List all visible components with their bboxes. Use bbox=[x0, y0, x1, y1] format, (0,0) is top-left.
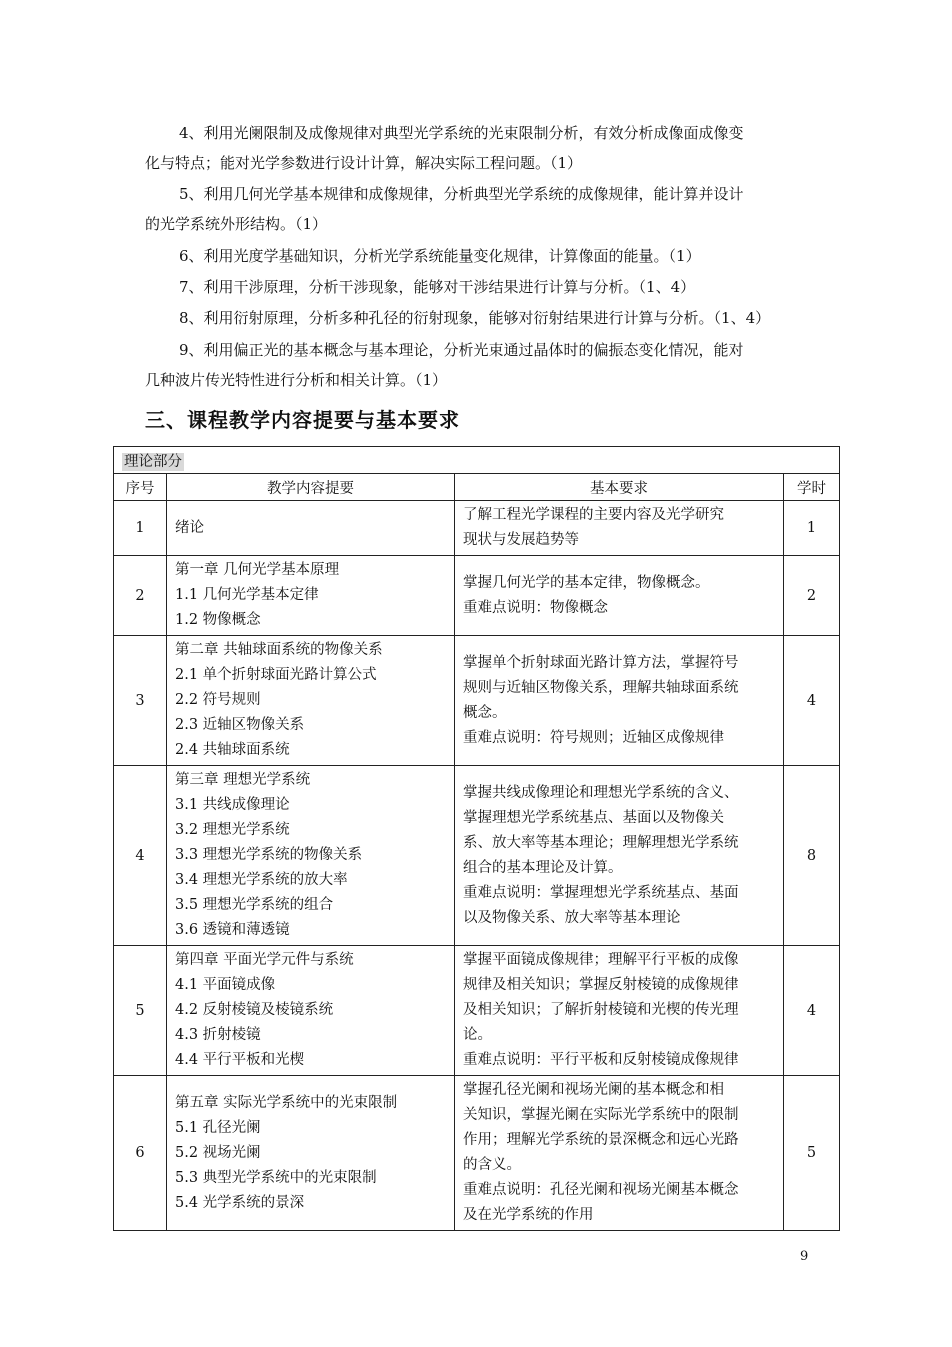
row-number: 1 bbox=[114, 501, 167, 556]
paragraph-line: 4、利用光阑限制及成像规律对典型光学系统的光束限制分析，有效分析成像面成像变 bbox=[179, 124, 744, 142]
row-number: 4 bbox=[114, 766, 167, 946]
requirement-line: 重难点说明：掌握理想光学系统基点、基面 bbox=[463, 884, 739, 901]
requirement-line: 的含义。 bbox=[463, 1157, 521, 1173]
row-number: 2 bbox=[114, 556, 167, 636]
requirement-line: 及在光学系统的作用 bbox=[463, 1207, 594, 1223]
table-row bbox=[114, 556, 840, 636]
requirement-line: 以及物像关系、放大率等基本理论 bbox=[463, 909, 681, 926]
section-row bbox=[114, 447, 840, 474]
objective-paragraph-7 bbox=[145, 272, 810, 302]
requirement-line: 规则与近轴区物像关系，理解共轴球面系统 bbox=[463, 679, 739, 696]
paragraph-line: 7、利用干涉原理，分析干涉现象，能够对干涉结果进行计算与分析。（1、4） bbox=[179, 278, 696, 296]
row-number: 5 bbox=[114, 946, 167, 1076]
topic-line: 5.1 孔径光阑 bbox=[175, 1119, 261, 1136]
hours-cell: 2 bbox=[784, 556, 840, 636]
header-content: 教学内容提要 bbox=[167, 474, 455, 501]
requirement-line: 重难点说明：符号规则；近轴区成像规律 bbox=[463, 729, 724, 746]
topic-cell bbox=[167, 636, 455, 766]
requirement-cell bbox=[455, 946, 784, 1076]
topic-cell bbox=[167, 946, 455, 1076]
requirement-cell bbox=[455, 766, 784, 946]
topic-cell bbox=[167, 501, 455, 556]
requirement-cell bbox=[455, 636, 784, 766]
topic-line: 4.2 反射棱镜及棱镜系统 bbox=[175, 1002, 334, 1018]
requirement-line: 掌握平面镜成像规律；理解平行平板的成像 bbox=[463, 952, 739, 968]
topic-line: 3.3 理想光学系统的物像关系 bbox=[175, 847, 363, 863]
topic-line: 3.6 透镜和薄透镜 bbox=[175, 922, 290, 938]
requirement-line: 现状与发展趋势等 bbox=[463, 532, 579, 548]
paragraph-line: 8、利用衍射原理，分析多种孔径的衍射现象，能够对衍射结果进行计算与分析。（1、4） bbox=[179, 309, 771, 327]
topic-line: 第二章 共轴球面系统的物像关系 bbox=[175, 642, 383, 658]
requirement-cell bbox=[455, 501, 784, 556]
topic-line: 3.4 理想光学系统的放大率 bbox=[175, 872, 348, 888]
row-number: 6 bbox=[114, 1076, 167, 1231]
hours-cell: 4 bbox=[784, 636, 840, 766]
topic-line: 绪论 bbox=[175, 519, 204, 536]
section-label-cell bbox=[114, 447, 840, 474]
topic-line: 第五章 实际光学系统中的光束限制 bbox=[175, 1094, 398, 1111]
topic-line: 2.1 单个折射球面光路计算公式 bbox=[175, 667, 377, 683]
hours-cell: 1 bbox=[784, 501, 840, 556]
requirement-line: 掌握共线成像理论和理想光学系统的含义、 bbox=[463, 784, 739, 801]
paragraph-line: 9、利用偏正光的基本概念与基本理论，分析光束通过晶体时的偏振态变化情况，能对 bbox=[179, 341, 744, 359]
requirement-line: 掌握孔径光阑和视场光阑的基本概念和相 bbox=[463, 1082, 724, 1098]
requirement-line: 了解工程光学课程的主要内容及光学研究 bbox=[463, 507, 724, 523]
topic-line: 第四章 平面光学元件与系统 bbox=[175, 952, 354, 968]
topic-line: 2.3 近轴区物像关系 bbox=[175, 717, 305, 733]
objective-paragraph-9 bbox=[145, 335, 810, 395]
topic-line: 1.2 物像概念 bbox=[175, 612, 261, 628]
topic-line: 2.2 符号规则 bbox=[175, 692, 261, 708]
topic-line: 2.4 共轴球面系统 bbox=[175, 742, 290, 758]
requirement-cell bbox=[455, 556, 784, 636]
requirement-line: 及相关知识；了解折射棱镜和光楔的传光理 bbox=[463, 1002, 739, 1018]
hours-cell: 4 bbox=[784, 946, 840, 1076]
topic-line: 第三章 理想光学系统 bbox=[175, 772, 311, 788]
topic-line: 4.3 折射棱镜 bbox=[175, 1027, 261, 1043]
table-row bbox=[114, 636, 840, 766]
section-label: 理论部分 bbox=[124, 453, 182, 470]
topic-line: 3.1 共线成像理论 bbox=[175, 797, 290, 813]
topic-cell bbox=[167, 766, 455, 946]
row-number: 3 bbox=[114, 636, 167, 766]
table-row bbox=[114, 946, 840, 1076]
course-content-table bbox=[113, 446, 840, 1231]
page-number: 9 bbox=[800, 1249, 809, 1264]
requirement-line: 作用；理解光学系统的景深概念和远心光路 bbox=[463, 1132, 739, 1148]
table-row bbox=[114, 766, 840, 946]
header-no: 序号 bbox=[114, 474, 167, 501]
section-heading: 三、课程教学内容提要与基本要求 bbox=[145, 408, 460, 432]
topic-line: 5.4 光学系统的景深 bbox=[175, 1194, 305, 1211]
requirement-line: 掌握单个折射球面光路计算方法，掌握符号 bbox=[463, 654, 739, 671]
topic-line: 3.2 理想光学系统 bbox=[175, 822, 290, 838]
header-row bbox=[114, 474, 840, 501]
objective-paragraph-6 bbox=[145, 241, 810, 271]
requirement-line: 关知识，掌握光阑在实际光学系统中的限制 bbox=[463, 1107, 739, 1123]
requirement-line: 重难点说明：物像概念 bbox=[463, 599, 608, 616]
objective-paragraph-4 bbox=[145, 118, 810, 178]
paragraph-line: 的光学系统外形结构。（1） bbox=[145, 215, 328, 233]
requirement-line: 概念。 bbox=[463, 704, 507, 721]
requirement-line: 规律及相关知识；掌握反射棱镜的成像规律 bbox=[463, 977, 739, 993]
topic-cell bbox=[167, 556, 455, 636]
requirement-line: 组合的基本理论及计算。 bbox=[463, 859, 623, 876]
requirement-cell bbox=[455, 1076, 784, 1231]
requirement-line: 掌握理想光学系统基点、基面以及物像关 bbox=[463, 809, 724, 826]
topic-line: 4.4 平行平板和光楔 bbox=[175, 1052, 305, 1068]
paragraph-line: 化与特点；能对光学参数进行设计计算，解决实际工程问题。（1） bbox=[145, 154, 583, 172]
header-requirement: 基本要求 bbox=[455, 474, 784, 501]
topic-line: 4.1 平面镜成像 bbox=[175, 977, 276, 993]
requirement-line: 重难点说明：孔径光阑和视场光阑基本概念 bbox=[463, 1182, 739, 1198]
topic-line: 1.1 几何光学基本定律 bbox=[175, 587, 319, 603]
topic-line: 5.2 视场光阑 bbox=[175, 1144, 261, 1161]
requirement-line: 系、放大率等基本理论；理解理想光学系统 bbox=[463, 834, 739, 851]
topic-line: 5.3 典型光学系统中的光束限制 bbox=[175, 1169, 377, 1186]
hours-cell: 5 bbox=[784, 1076, 840, 1231]
paragraph-line: 5、利用几何光学基本规律和成像规律，分析典型光学系统的成像规律，能计算并设计 bbox=[179, 185, 744, 203]
paragraph-line: 6、利用光度学基础知识，分析光学系统能量变化规律，计算像面的能量。（1） bbox=[179, 247, 701, 265]
topic-line: 3.5 理想光学系统的组合 bbox=[175, 897, 334, 913]
paragraph-line: 几种波片传光特性进行分析和相关计算。（1） bbox=[145, 371, 448, 389]
requirement-line: 论。 bbox=[463, 1027, 492, 1043]
requirement-line: 重难点说明：平行平板和反射棱镜成像规律 bbox=[463, 1052, 739, 1068]
header-hours: 学时 bbox=[784, 474, 840, 501]
hours-cell: 8 bbox=[784, 766, 840, 946]
topic-line: 第一章 几何光学基本原理 bbox=[175, 562, 340, 578]
objective-paragraph-8 bbox=[145, 303, 810, 333]
topic-cell bbox=[167, 1076, 455, 1231]
table-row bbox=[114, 1076, 840, 1231]
table-row bbox=[114, 501, 840, 556]
requirement-line: 掌握几何光学的基本定律，物像概念。 bbox=[463, 574, 710, 591]
objective-paragraph-5 bbox=[145, 179, 810, 239]
